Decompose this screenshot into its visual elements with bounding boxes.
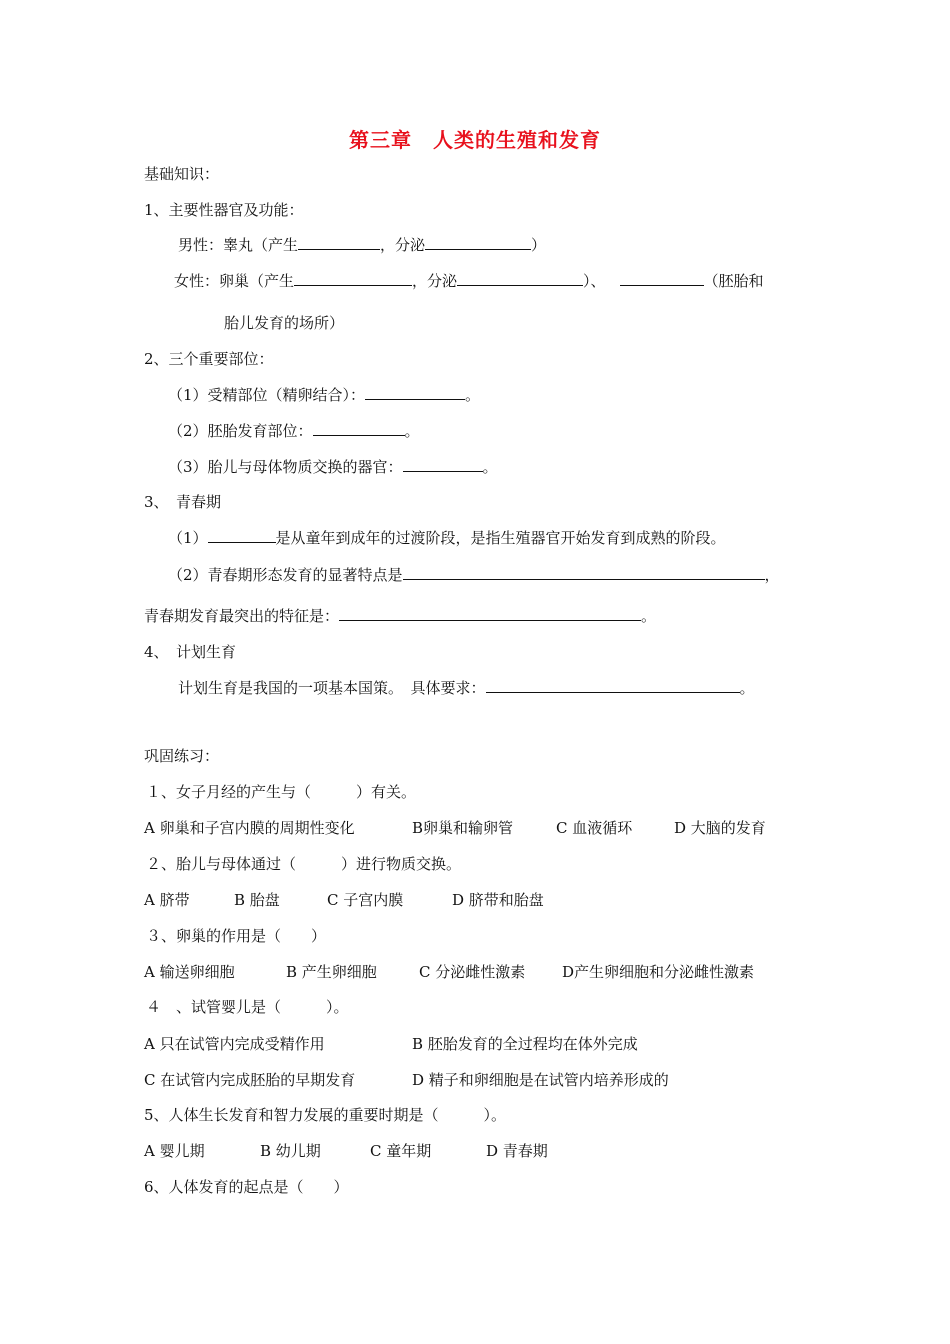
basics-heading: 基础知识： [144, 165, 220, 183]
s3-item-2-text: （2）青春期形态发育的显著特点是 [168, 566, 403, 584]
blank-line[interactable] [403, 457, 483, 472]
blank-line[interactable] [339, 606, 641, 621]
q2-option-d[interactable]: D 脐带和胎盘 [452, 891, 544, 909]
s4-text: 计划生育是我国的一项基本国策。 具体要求： [178, 679, 486, 697]
q4-option-a[interactable]: A 只在试管内完成受精作用 [144, 1035, 325, 1053]
q1-option-c[interactable]: C 血液循环 [556, 819, 633, 837]
q4-option-d[interactable]: D 精子和卵细胞是在试管内培养形成的 [412, 1071, 669, 1089]
q2-option-a[interactable]: A 脐带 [144, 891, 190, 909]
comma: ， [764, 566, 780, 584]
question-5: 5、人体生长发育和智力发展的重要时期是（ ）。 [144, 1106, 507, 1124]
s1-female-line [174, 271, 764, 291]
female-text-e: 胎儿发育的场所） [224, 314, 345, 332]
s3-heading: 3、 青春期 [144, 493, 222, 511]
s3-item-1 [168, 528, 726, 548]
period: 。 [465, 386, 481, 404]
s3-item-1-text: 是从童年到成年的过渡阶段，是指生殖器官开始发育到成熟的阶段。 [275, 529, 726, 547]
question-4: ４ 、试管婴儿是（ ）。 [146, 998, 349, 1016]
practice-heading: 巩固练习： [144, 747, 220, 765]
blank-line[interactable] [425, 235, 531, 250]
q5-option-a[interactable]: A 婴儿期 [144, 1142, 205, 1160]
male-text-c: ） [531, 236, 547, 254]
blank-line[interactable] [208, 528, 276, 543]
page-title: 第三章 人类的生殖和发育 [349, 128, 601, 152]
q1-option-a[interactable]: A 卵巢和子宫内膜的周期性变化 [144, 819, 355, 837]
q2-option-c[interactable]: C 子宫内膜 [327, 891, 404, 909]
blank-line[interactable] [298, 235, 380, 250]
s1-heading: 1、主要性器官及功能： [144, 201, 304, 219]
blank-line[interactable] [313, 421, 405, 436]
s3-item-3 [144, 606, 656, 626]
blank-line[interactable] [294, 271, 412, 286]
s2-item-3 [168, 457, 498, 477]
question-6: 6、人体发育的起点是（ ） [144, 1178, 349, 1196]
q2-option-b[interactable]: B 胎盘 [234, 891, 280, 909]
q3-option-b[interactable]: B 产生卵细胞 [286, 963, 377, 981]
female-text-a: 女性：卵巢（产生 [174, 272, 295, 290]
q5-option-b[interactable]: B 幼儿期 [260, 1142, 321, 1160]
q4-option-c[interactable]: C 在试管内完成胚胎的早期发育 [144, 1071, 356, 1089]
question-3: ３、卵巢的作用是（ ） [146, 927, 327, 945]
blank-line[interactable] [486, 678, 740, 693]
q1-option-b[interactable]: B卵巢和输卵管 [412, 819, 514, 837]
s2-heading: 2、三个重要部位： [144, 350, 274, 368]
period: 。 [404, 422, 420, 440]
s3-item-2 [168, 565, 780, 585]
blank-line[interactable] [365, 385, 465, 400]
q1-option-d[interactable]: D 大脑的发育 [674, 819, 766, 837]
blank-line[interactable] [620, 271, 704, 286]
q3-option-a[interactable]: A 输送卵细胞 [144, 963, 235, 981]
q5-option-c[interactable]: C 童年期 [370, 1142, 432, 1160]
q4-option-b[interactable]: B 胚胎发育的全过程均在体外完成 [412, 1035, 638, 1053]
s4-heading: 4、 计划生育 [144, 643, 237, 661]
s4-text-line [178, 678, 755, 698]
s2-item-1 [168, 385, 480, 405]
s1-male-line [178, 235, 546, 255]
q3-option-d[interactable]: D产生卵细胞和分泌雌性激素 [562, 963, 755, 981]
s2-item-3-text: （3）胎儿与母体物质交换的器官： [168, 458, 403, 476]
question-1: １、女子月经的产生与（ ）有关。 [146, 783, 417, 801]
q3-option-c[interactable]: C 分泌雌性激素 [419, 963, 526, 981]
s2-item-2-text: （2）胚胎发育部位： [168, 422, 313, 440]
period: 。 [482, 458, 498, 476]
blank-line[interactable] [403, 565, 765, 580]
q5-option-d[interactable]: D 青春期 [486, 1142, 548, 1160]
s2-item-1-text: （1）受精部位（精卵结合）： [168, 386, 366, 404]
question-2: ２、胎儿与母体通过（ ）进行物质交换。 [146, 855, 462, 873]
period: 。 [739, 679, 755, 697]
s3-item-1-prefix: （1） [168, 529, 208, 547]
s2-item-2 [168, 421, 420, 441]
female-text-c: ）、 [583, 272, 606, 290]
s3-item-3-text: 青春期发育最突出的特征是： [144, 607, 340, 625]
female-text-d: （胚胎和 [703, 272, 764, 290]
blank-line[interactable] [457, 271, 583, 286]
female-text-b: ，分泌 [412, 272, 458, 290]
male-text-b: ，分泌 [380, 236, 426, 254]
period: 。 [641, 607, 657, 625]
male-text-a: 男性：睾丸（产生 [178, 236, 299, 254]
